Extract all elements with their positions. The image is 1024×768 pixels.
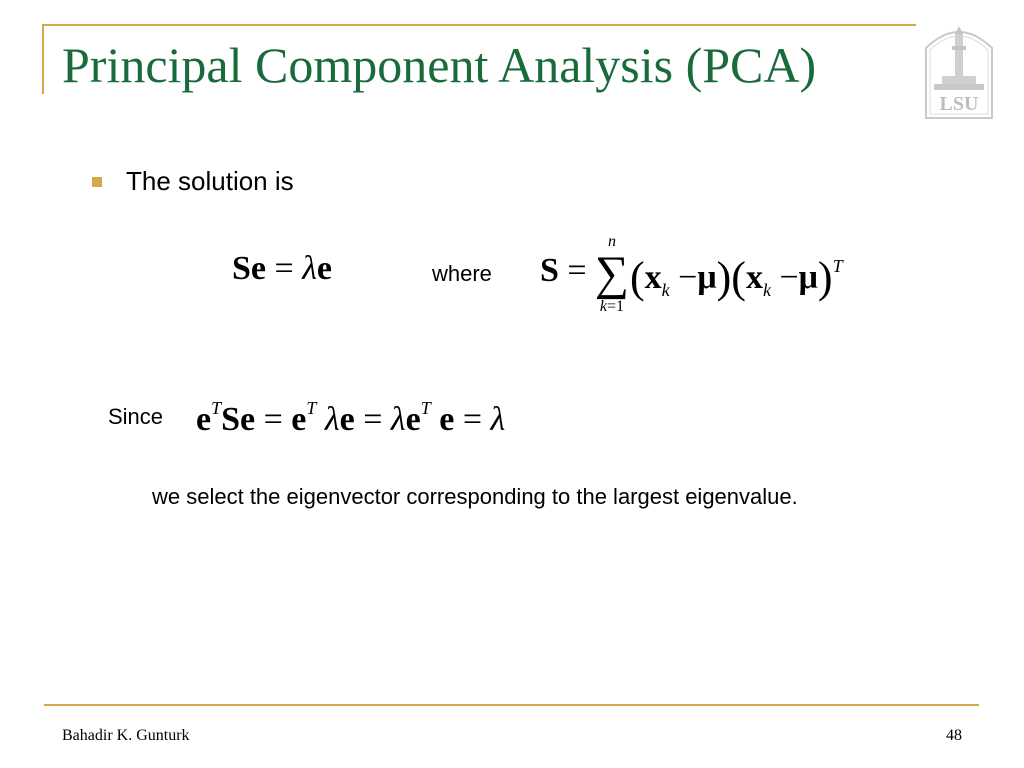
where-label: where	[432, 261, 492, 286]
eq3-e4: e	[405, 401, 421, 438]
scatter-matrix-rhs	[630, 252, 843, 303]
eq2-sub1: k	[661, 280, 670, 300]
eigen-equation	[232, 250, 332, 288]
eq3-T3: T	[420, 398, 431, 418]
eq3-T2: T	[306, 398, 317, 418]
bullet-square-icon	[92, 177, 102, 187]
eq2-x1: x	[644, 259, 662, 296]
eq3-e2: e	[291, 401, 307, 438]
eq3-T1: T	[211, 398, 222, 418]
eq2-minus2: −	[779, 259, 799, 296]
eq3-Se: Se	[221, 401, 256, 438]
eq2-mu1: μ	[697, 259, 717, 296]
eq3-e3: e	[339, 401, 355, 438]
eq2-transpose: T	[832, 256, 843, 276]
scatter-matrix-lhs	[540, 252, 587, 290]
logo-lettering: LSU	[939, 93, 979, 115]
sum-lower-rest: =1	[607, 298, 625, 315]
eigenvalue-derivation	[196, 398, 505, 439]
conclusion-text: we select the eigenvector corresponding to the largest eigenvalue.	[152, 484, 798, 509]
sum-upper-limit: n	[608, 233, 616, 250]
eq2-x2: x	[745, 259, 763, 296]
eq3-e1: e	[196, 401, 212, 438]
eq2-S: S	[540, 252, 559, 289]
left-border-line	[42, 24, 44, 94]
summation	[590, 234, 634, 316]
sum-lower-limit	[590, 298, 634, 316]
close-paren-2: )	[817, 253, 833, 302]
eq1-lhs: Se	[232, 250, 266, 287]
eq3-lambda2: λ	[390, 401, 406, 438]
sigma-symbol: ∑	[594, 247, 630, 300]
eq2-minus1: −	[678, 259, 698, 296]
eq3-eq3: =	[462, 401, 483, 438]
sum-lower-var: k	[599, 298, 608, 315]
footer-divider	[44, 704, 979, 706]
open-paren-2: (	[731, 253, 746, 302]
eq2-sub2: k	[762, 280, 771, 300]
close-paren-1: )	[716, 253, 732, 302]
slide-title: Principal Component Analysis (PCA)	[62, 37, 817, 93]
eq3-lambda1: λ	[324, 401, 340, 438]
eq1-equals: =	[274, 250, 294, 287]
eq3-lambda3: λ	[490, 401, 506, 438]
eq3-e5: e	[439, 401, 455, 438]
top-border-line	[44, 24, 916, 26]
bullet-text: The solution is	[126, 166, 294, 196]
since-label: Since	[108, 404, 164, 429]
footer-author: Bahadir K. Gunturk	[62, 727, 190, 744]
eq2-mu2: μ	[798, 259, 818, 296]
bullet-item	[92, 166, 294, 197]
footer-page-number: 48	[946, 727, 962, 744]
eq3-eq2: =	[363, 401, 383, 438]
eq3-eq1: =	[263, 401, 283, 438]
lsu-logo	[922, 18, 996, 122]
eq1-lambda: λ	[302, 250, 317, 287]
open-paren-1: (	[630, 253, 645, 302]
eq1-rhs: e	[316, 250, 333, 287]
eq2-equals: =	[567, 252, 587, 289]
